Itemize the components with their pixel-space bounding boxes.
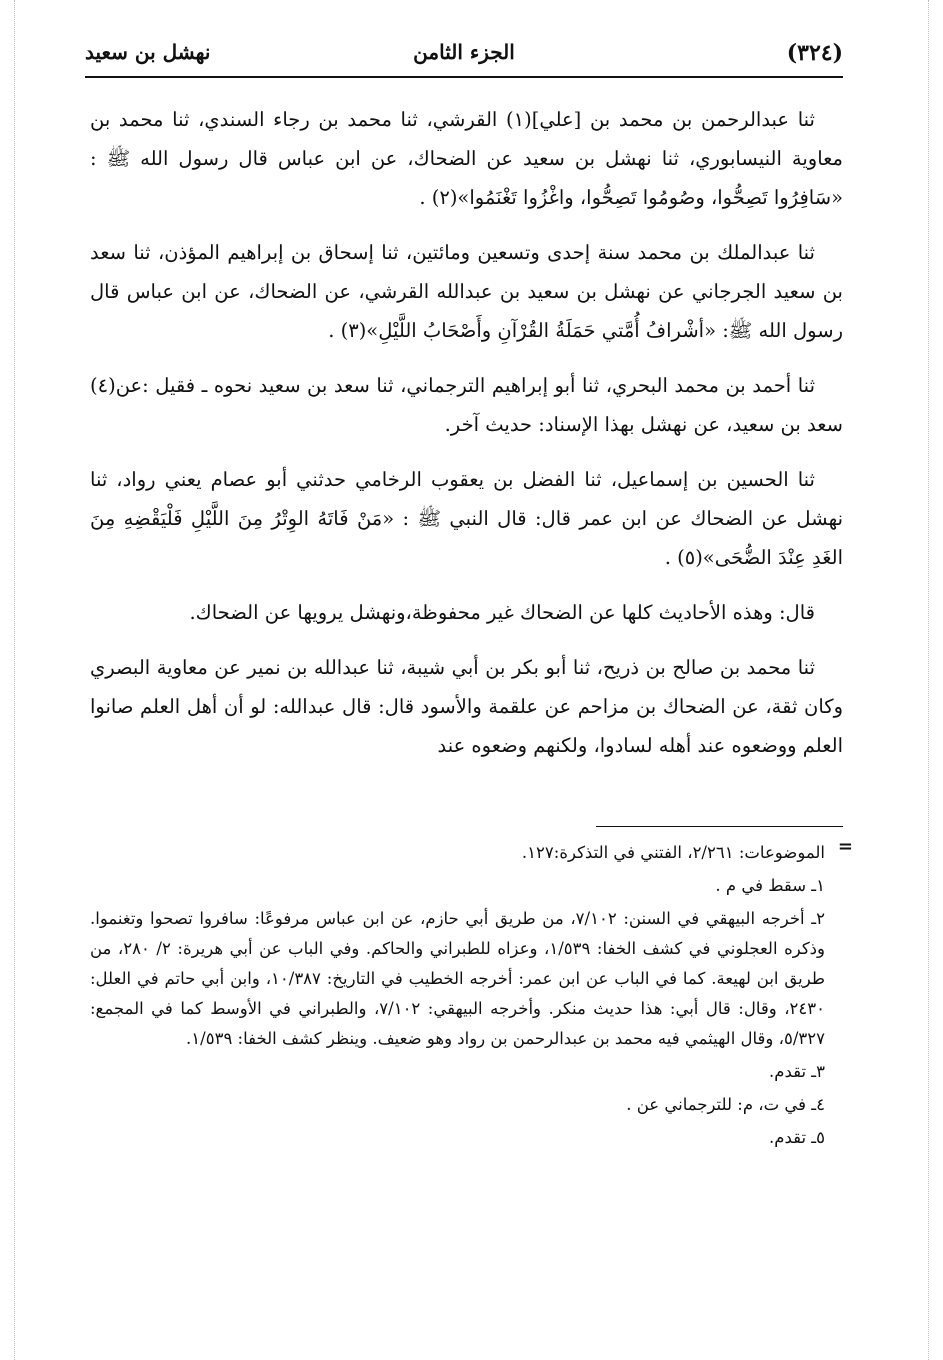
footnotes [90,838,825,1156]
paragraph: ثنا الحسين بن إسماعيل، ثنا الفضل بن يعقوب الرخامي حدثني أبو عصام يعني رواد، ثنا نهشل عن الضحاك عن ابن عمر قال: قال النبي ﷺ : «مَنْ فَاتَهُ الوِتْرُ مِنَ اللَّيْلِ فَلْيَقْضِهِ مِنَ الغَدِ عِنْدَ الضُّحَى»(٥) . [90,468,843,569]
footnote: ٤ـ في ت، م: للترجماني عن . [626,1095,825,1114]
entry-name: نهشل بن سعيد [85,40,211,64]
page-edge-right [928,0,929,1360]
footnote-rule [596,826,843,827]
page-number: (٣٢٤) [786,40,843,66]
main-text [90,100,843,781]
footnote: ٣ـ تقدم. [768,1062,825,1081]
volume-title: الجزء الثامن [413,40,515,64]
paragraph: ثنا عبدالملك بن محمد سنة إحدى وتسعين ومائتين، ثنا إسحاق بن إبراهيم المؤذن، ثنا سعد بن سعيد الجرجاني عن نهشل بن سعيد بن عبدالله القرشي، عن الضحاك، عن ابن عباس قال رسول الله ﷺ: «أشْرافُ أُمَّتي حَمَلَةُ القُرْآنِ وأَصْحَابُ اللَّيْلِ»(٣) . [90,241,843,342]
footnote: ٢ـ أخرجه البيهقي في السنن: ٧/١٠٢، من طريق أبي حازم، عن ابن عباس مرفوعًا: سافروا تصحوا وتغنموا. وذكره العجلوني في كشف الخفا: ١/٥٣٩، وعزاه للطبراني والحاكم. وفي الباب عن أبي هريرة: ٢/ ٢٨٠، من طريق ابن لهيعة. كما في الباب عن ابن عمر: أخرجه الخطيب في التاريخ: ١٠/٣٨٧، وابن أبي حاتم في العلل: ٢٤٣٠، وقال: قال أبي: هذا حديث منكر. وأخرجه البيهقي: ٧/١٠٢، والطبراني في الأوسط كما في المجمع: ٥/٣٢٧، وقال الهيثمي فيه محمد بن عبدالرحمن بن رواد وهو ضعيف. وينظر كشف الخفا: ١/٥٣٩. [90,909,826,1048]
footnote: ٥ـ تقدم. [768,1128,825,1147]
paragraph: ثنا محمد بن صالح بن ذريح، ثنا أبو بكر بن أبي شيبة، ثنا عبدالله بن نمير عن معاوية البصري وكان ثقة، عن الضحاك بن مزاحم عن علقمة والأسود قال: قال عبدالله: لو أن أهل العلم صانوا العلم ووضعوه عند أهله لسادوا، ولكنهم وضعوه عند [90,656,843,757]
paragraph: ثنا أحمد بن محمد البحري، ثنا أبو إبراهيم الترجماني، ثنا سعد بن سعيد نحوه ـ فقيل :عن(٤) سعد بن سعيد، عن نهشل بهذا الإسناد: حديث آخر. [90,374,843,436]
paragraph: قال: وهذه الأحاديث كلها عن الضحاك غير محفوظة،ونهشل يرويها عن الضحاك. [189,601,815,624]
footnote-continuation-mark: = [837,836,853,857]
page-edge-left [14,0,15,1360]
footnote: ١ـ سقط في م . [715,876,825,895]
paragraph: ثنا عبدالرحمن بن محمد بن [علي](١) القرشي، ثنا محمد بن رجاء السندي، ثنا محمد بن معاوية النيسابوري، ثنا نهشل بن سعيد عن الضحاك، عن ابن عباس قال رسول الله ﷺ : «سَافِرُوا تَصِحُّوا، وصُومُوا تَصِحُّوا، واغْزُوا تَغْنَمُوا»(٢) . [90,108,843,209]
footnote: الموضوعات: ٢/٢٦١، الفتني في التذكرة:١٢٧. [521,843,825,862]
header-rule [85,76,843,78]
running-header [85,40,843,74]
